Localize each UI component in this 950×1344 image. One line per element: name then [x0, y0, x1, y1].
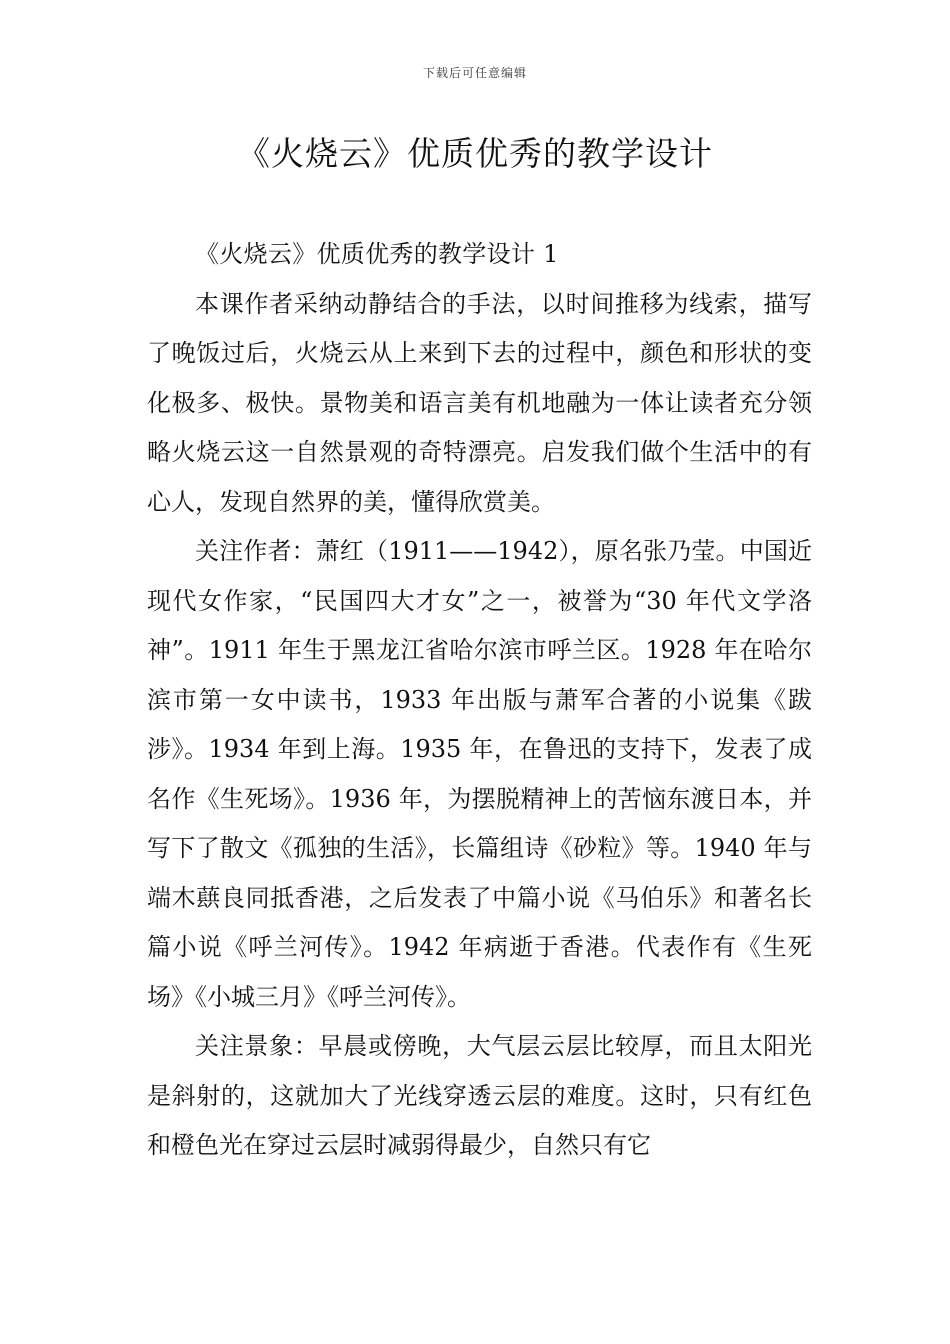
document-body	[147, 230, 812, 1171]
section-heading: 《火烧云》优质优秀的教学设计 1	[195, 240, 559, 268]
header-note: 下载后可任意编辑	[422, 66, 527, 80]
paragraph-scenery: 关注景象：早晨或傍晚，大气层云层比较厚，而且太阳光是斜射的，这就加大了光线穿透云层的难度。这时，只有红色和橙色光在穿过云层时减弱得最少，自然只有它	[147, 1032, 812, 1159]
paragraph-intro: 本课作者采纳动静结合的手法，以时间推移为线索，描写了晚饭过后，火烧云从上来到下去的过程中，颜色和形状的变化极多、极快。景物美和语言美有机地融为一体让读者充分领略火烧云这一自然景观的奇特漂亮。启发我们做个生活中的有心人，发现自然界的美，懂得欣赏美。	[147, 289, 812, 516]
paragraph-author: 关注作者：萧红（1911——1942），原名张乃莹。中国近现代女作家，“民国四大才女”之一，被誉为“30 年代文学洛神”。1911 年生于黑龙江省哈尔滨市呼兰区。1928 年在哈尔滨市第一女中读书，1933 年出版与萧军合著的小说集《跋涉》。1934 年到上海。1935 年，在鲁迅的支持下，发表了成名作《生死场》。1936 年，为摆脱精神上的苦恼东渡日本，并写下了散文《孤独的生活》，长篇组诗《砂粒》等。1940 年与端木蕻良同抵香港，之后发表了中篇小说《马伯乐》和著名长篇小说《呼兰河传》。1942 年病逝于香港。代表作有《生死场》《小城三月》《呼兰河传》。	[147, 537, 812, 1011]
document-title: 《火烧云》优质优秀的教学设计	[237, 134, 713, 173]
